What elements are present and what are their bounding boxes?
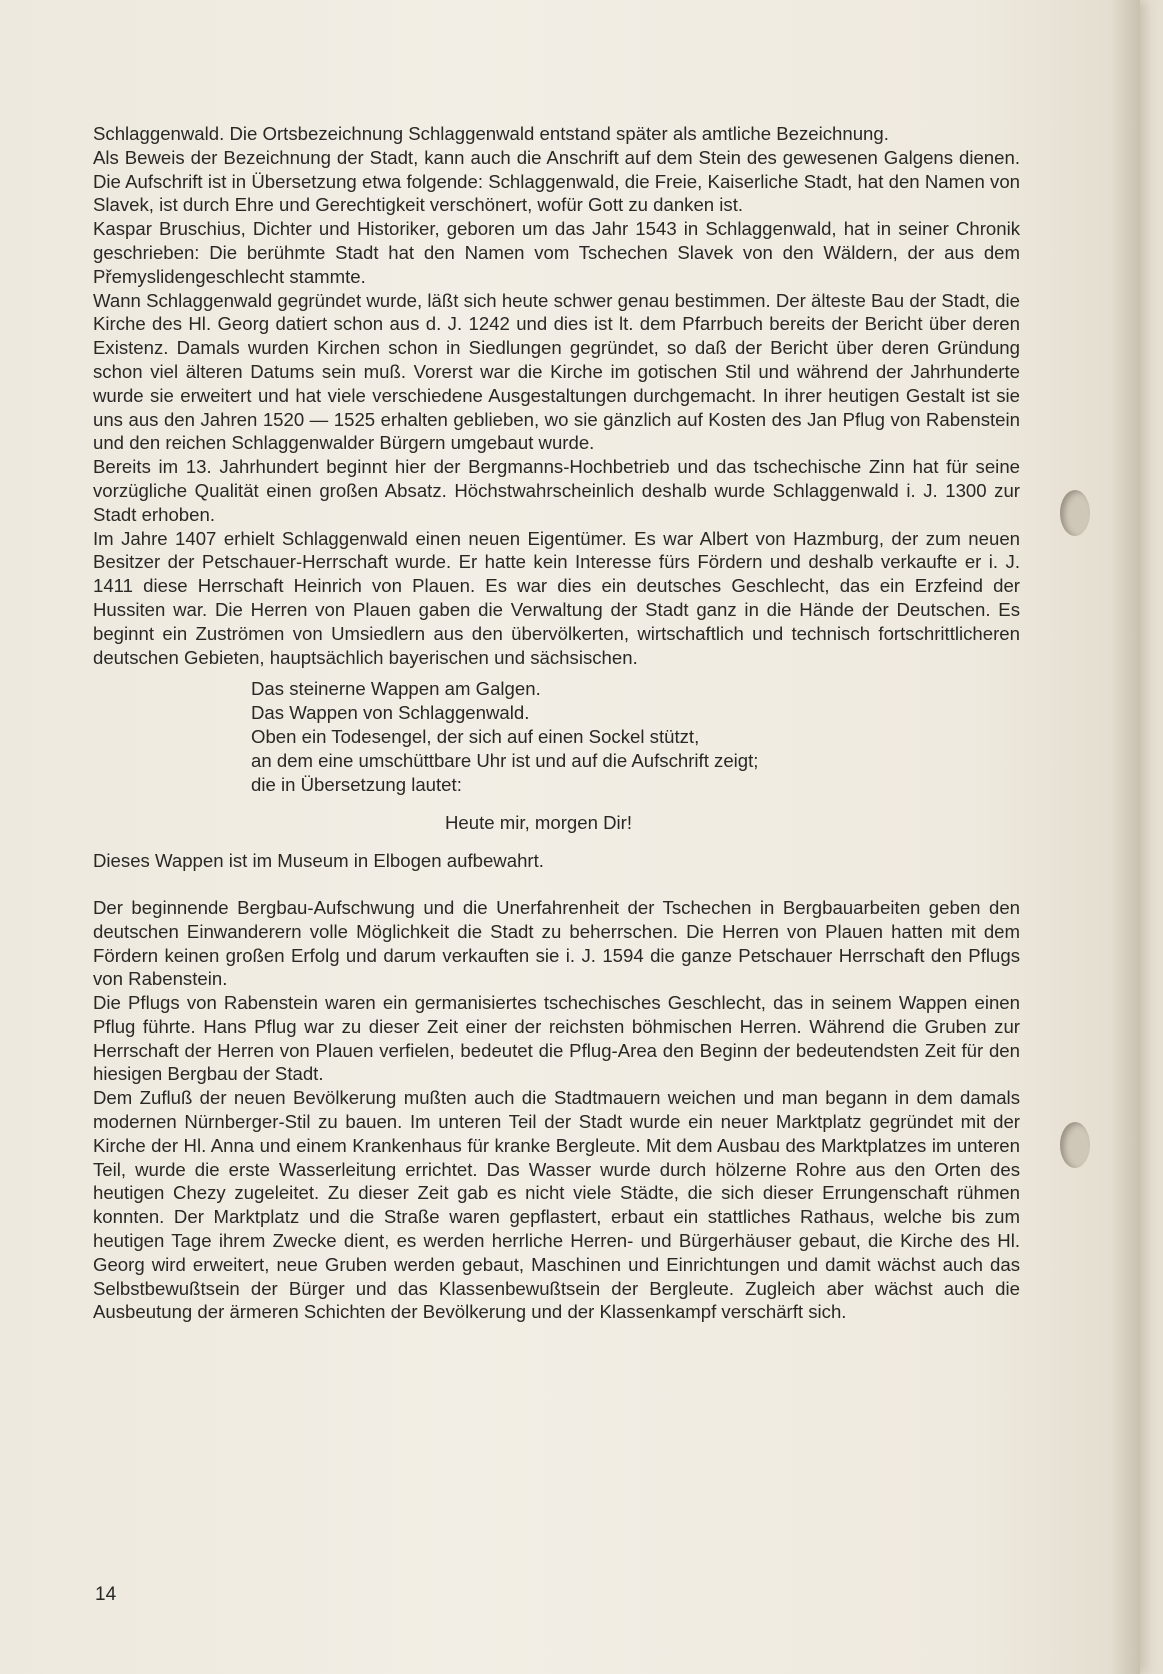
paragraph: Die Pflugs von Rabenstein waren ein germanisiertes tschechisches Geschlecht, das in seinem Wappen einen Pflug führte. Hans Pflug war zu dieser Zeit einer der reichsten böhmischen Herren. Während die Gruben zur Herrschaft der Herren von Plauen verfielen, bedeutet die Pflug-Area den Beginn der bedeutendsten Zeit für den hiesigen Bergbau der Stadt. (93, 992, 1020, 1085)
inscription-line: die in Übersetzung lautet: (251, 773, 462, 795)
inscription-line: Oben ein Todesengel, der sich auf einen Sockel stützt, (251, 725, 700, 747)
page-text (93, 122, 1020, 1324)
punch-hole (1060, 1122, 1090, 1168)
museum-note: Dieses Wappen ist im Museum in Elbogen aufbewahrt. (93, 850, 544, 872)
paragraph: Bereits im 13. Jahrhundert beginnt hier der Bergmanns-Hochbetrieb und das tschechische Zinn hat für seine vorzügliche Qualität einen großen Absatz. Höchstwahrscheinlich deshalb wurde Schlaggenwald i. J. 1300 zur Stadt erhoben. (93, 456, 1020, 525)
paragraph: Als Beweis der Bezeichnung der Stadt, kann auch die Anschrift auf dem Stein des gewesenen Galgens dienen. Die Aufschrift ist in Übersetzung etwa folgende: Schlaggenwald, die Freie, Kaiserliche Stadt, hat den Namen von Slavek, ist durch Ehre und Gerechtigkeit verschönert, wofür Gott zu danken ist. (93, 146, 1020, 216)
page-number: 14 (95, 1584, 117, 1605)
punch-hole (1060, 490, 1090, 536)
paragraph: Dem Zufluß der neuen Bevölkerung mußten auch die Stadtmauern weichen und man begann in dem damals modernen Nürnberger-Stil zu bauen. Im unteren Teil der Stadt wurde ein neuer Marktplatz gegründet mit der Kirche der Hl. Anna und einem Krankenhaus für kranke Bergleute. Mit dem Ausbau des Marktplatzes im unteren Teil, wurde die erste Wasserleitung errichtet. Das Wasser wurde durch hölzerne Rohre aus den Orten des heutigen Chezy zugeleitet. Zu dieser Zeit gab es nicht viele Städte, die sich dieser Errungenschaft rühmen konnten. Der Marktplatz und die Straße waren gepflastert, erbaut ein stattliches Rathaus, welche bis zum heutigen Tage ihrem Zwecke dient, es werden herrliche Herren- und Bürgerhäuser gebaut, die Kirche des Hl. Georg wird erweitert, neue Gruben werden gebaut, Maschinen und Einrichtungen und damit wächst auch das Selbstbewußtsein der Bürger und das Klassenbewußtsein der Bergleute. Zugleich aber wächst auch die Ausbeutung der ärmeren Schichten der Bevölkerung und der Klassenkampf verschärft sich. (93, 1087, 1020, 1323)
paragraph: Schlaggenwald. Die Ortsbezeichnung Schlaggenwald entstand später als amtliche Bezeichnung. (93, 123, 889, 144)
inscription-motto: Heute mir, morgen Dir! (445, 812, 633, 834)
paragraph: Wann Schlaggenwald gegründet wurde, läßt sich heute schwer genau bestimmen. Der älteste Bau der Stadt, die Kirche des Hl. Georg datiert schon aus d. J. 1242 und dies ist lt. dem Pfarrbuch bereits der Bericht über deren Existenz. Damals wurden Kirchen schon in Siedlungen gegründet, so daß der Bericht über deren Gründung schon viel älteren Datums sein muß. Vorerst war die Kirche im gotischen Stil und während der Jahrhunderte wurde sie erweitert und hat viele verschiedene Ausgestaltungen durchgemacht. In ihrer heutigen Gestalt ist sie uns aus den Jahren 1520 — 1525 erhalten geblieben, wo sie gänzlich auf Kosten des Jan Pflug von Rabenstein und den reichen Schlaggenwalder Bürgern umgebaut wurde. (93, 289, 1020, 454)
inscription-block (251, 677, 1020, 796)
paragraph-gap (93, 873, 1020, 896)
paragraph: Kaspar Bruschius, Dichter und Historiker, geboren um das Jahr 1543 in Schlaggenwald, hat in seiner Chronik geschrieben: Die berühmte Stadt hat den Namen vom Tschechen Slavek von den Wäldern, der aus dem Přemyslidengeschlecht stammte. (93, 218, 1020, 287)
inscription-line: Das Wappen von Schlaggenwald. (251, 702, 530, 724)
inscription-line: an dem eine umschüttbare Uhr ist und auf die Aufschrift zeigt; (251, 749, 759, 771)
inscription-line: Das steinerne Wappen am Galgen. (251, 678, 541, 700)
paragraph: Der beginnende Bergbau-Aufschwung und die Unerfahrenheit der Tschechen in Bergbauarbeiten geben den deutschen Einwanderern volle Möglichkeit die Stadt zu beherrschen. Die Herren von Plauen hatten mit dem Fördern keinen großen Erfolg und darum verkauften sie i. J. 1594 die ganze Petschauer Herrschaft den Pflugs von Rabenstein. (93, 896, 1020, 990)
page-spine-shadow (1110, 0, 1140, 1674)
paragraph: Im Jahre 1407 erhielt Schlaggenwald einen neuen Eigentümer. Es war Albert von Hazmburg, der zum neuen Besitzer der Petschauer-Herrschaft wurde. Er hatte kein Interesse fürs Fördern und deshalb verkaufte er i. J. 1411 diese Herrschaft Heinrich von Plauen. Es war dies ein deutsches Geschlecht, das ein Erzfeind der Hussiten war. Die Herren von Plauen gaben die Verwaltung der Stadt ganz in die Hände der Deutschen. Es beginnt ein Zuströmen von Umsiedlern aus den übervölkerten, wirtschaftlich und technisch fortschrittlicheren deutschen Gebieten, hauptsächlich bayerischen und sächsischen. (93, 527, 1020, 668)
